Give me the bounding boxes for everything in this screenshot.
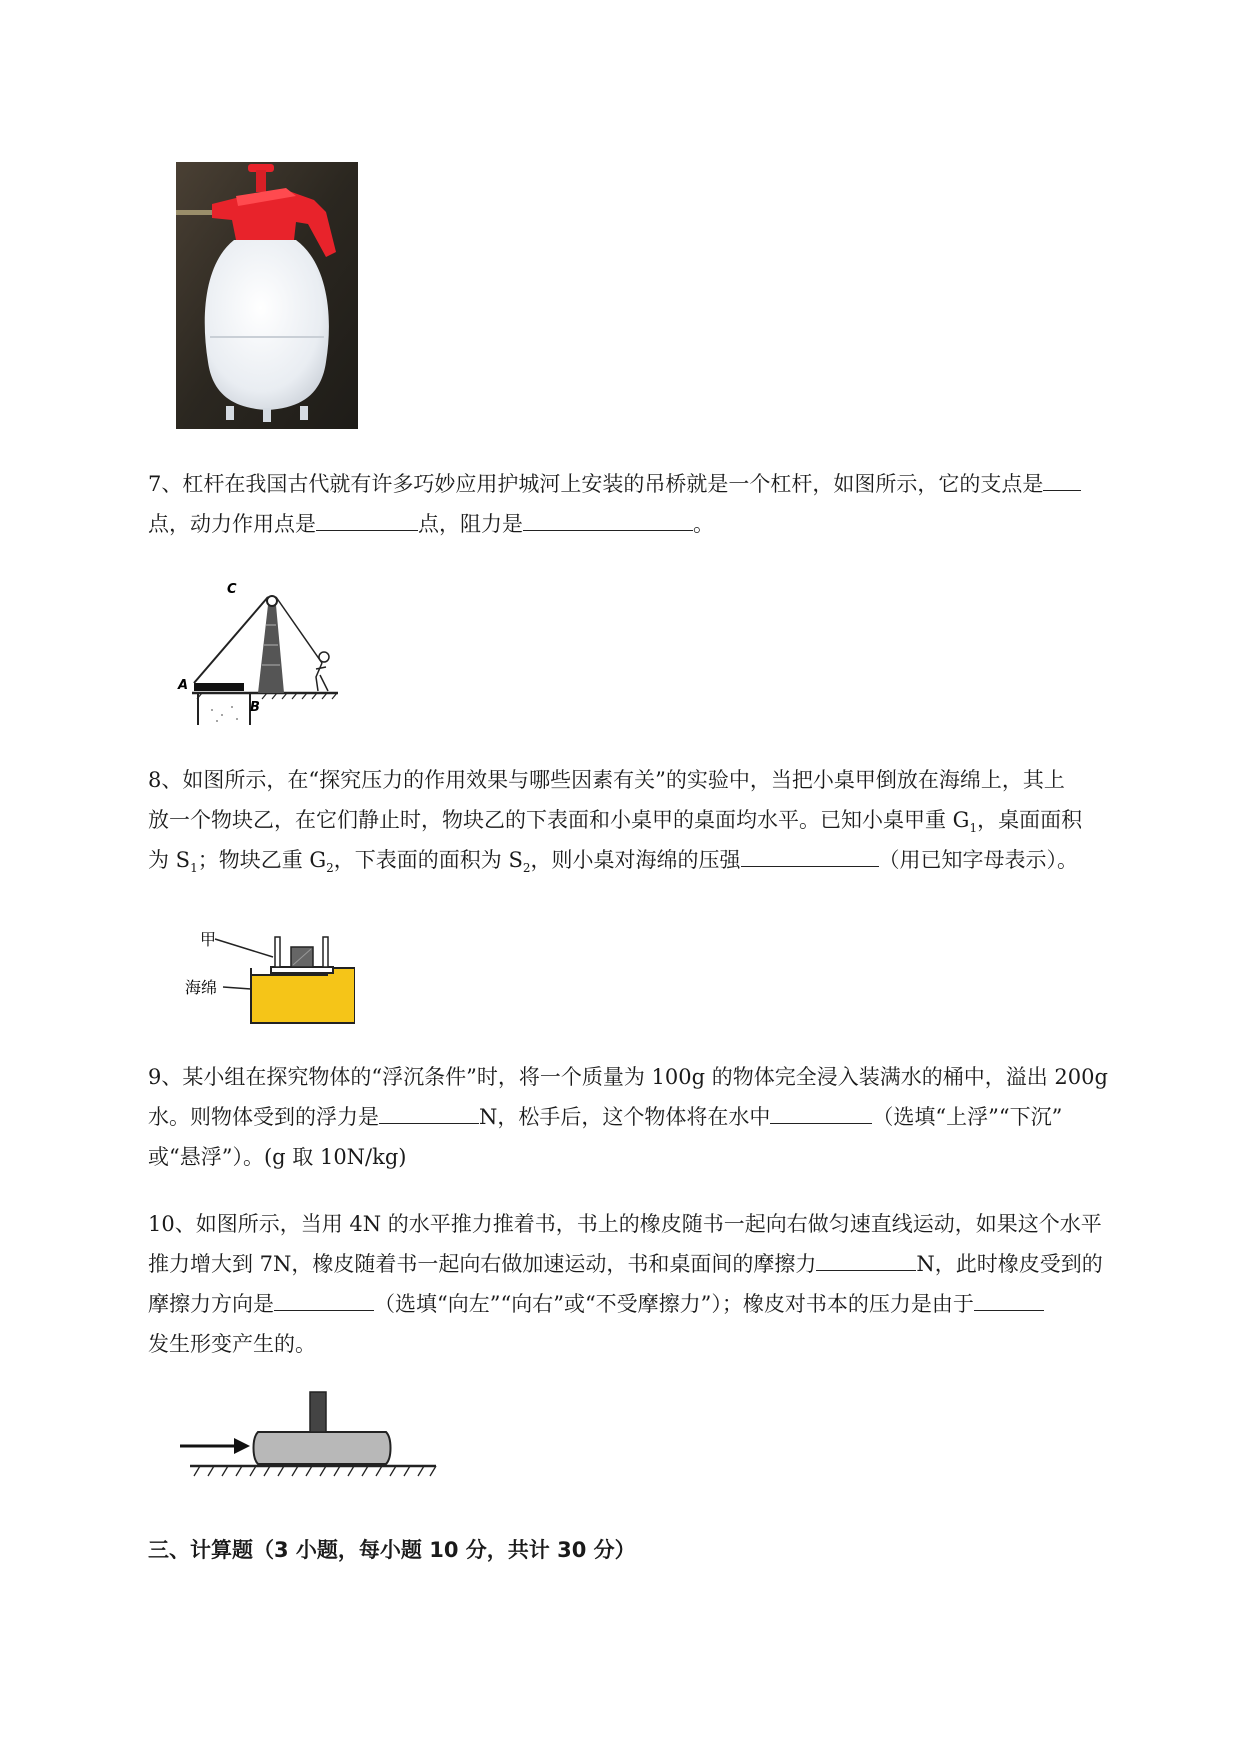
book-eraser-figure (178, 1390, 448, 1480)
q7-blank-fulcrum[interactable] (1043, 470, 1081, 491)
label-a: A (178, 678, 189, 693)
q8-line-3: 为 $S_1$；物块乙重 $G_2$，下表面的面积为 $S_2$，则小桌对海绵的压强 （用已知字母表示）。 (148, 848, 1078, 876)
drawbridge-figure (172, 575, 342, 725)
q7-line-2: 点，动力作用点是 点，阻力是 。 (148, 512, 714, 536)
q7-line-1: 7、杠杆在我国古代就有许多巧妙应用护城河上安装的吊桥就是一个杠杆，如图所示，它的支点是 (148, 470, 1081, 498)
spray-bottle-photo (176, 162, 358, 429)
q7-blank-resistance[interactable] (523, 510, 693, 531)
q10-line-4: 发生形变产生的。 (148, 1332, 316, 1356)
q10-blank-deformation[interactable] (974, 1290, 1044, 1311)
q9-line-3: 或“悬浮”）。(g 取 10N/kg) (148, 1145, 407, 1169)
q10-line-3: 摩擦力方向是 （选填“向左”“向右”或“不受摩擦力”）；橡皮对书本的压力是由于 (148, 1290, 1044, 1318)
q10-blank-direction[interactable] (274, 1290, 374, 1311)
q9-blank-buoyancy[interactable] (379, 1103, 479, 1124)
q9-line-1: 9、某小组在探究物体的“浮沉条件”时，将一个质量为 100g 的物体完全浸入装满水的桶中，溢出 200g (148, 1065, 1108, 1089)
q10-blank-friction[interactable] (816, 1250, 916, 1271)
sponge-table-figure (185, 925, 355, 1025)
label-jia: 甲 (200, 930, 217, 949)
q10-line-2: 推力增大到 7N，橡皮随着书一起向右做加速运动，书和桌面间的摩擦力 N，此时橡皮受到的 (148, 1252, 1103, 1276)
q8-line-2: 放一个物块乙，在它们静止时，物块乙的下表面和小桌甲的桌面均水平。已知小桌甲重 $G_1$，桌面面积 (148, 808, 1083, 836)
label-sponge: 海绵 (185, 978, 218, 997)
q9-blank-state[interactable] (770, 1103, 872, 1124)
label-c: C (227, 582, 237, 597)
q8-blank-pressure[interactable] (741, 846, 879, 867)
q10-line-1: 10、如图所示，当用 4N 的水平推力推着书，书上的橡皮随书一起向右做匀速直线运动，如果这个水平 (148, 1212, 1102, 1236)
section-3-heading: 三、计算题（3 小题，每小题 10 分，共计 30 分） (148, 1538, 636, 1562)
q8-line-1: 8、如图所示，在“探究压力的作用效果与哪些因素有关”的实验中，当把小桌甲倒放在海绵上，其上 (148, 768, 1065, 792)
q9-line-2: 水。则物体受到的浮力是 N，松手后，这个物体将在水中 （选填“上浮”“下沉” (148, 1105, 1063, 1129)
q7-blank-effort-point[interactable] (316, 510, 418, 531)
label-b: B (250, 700, 260, 715)
